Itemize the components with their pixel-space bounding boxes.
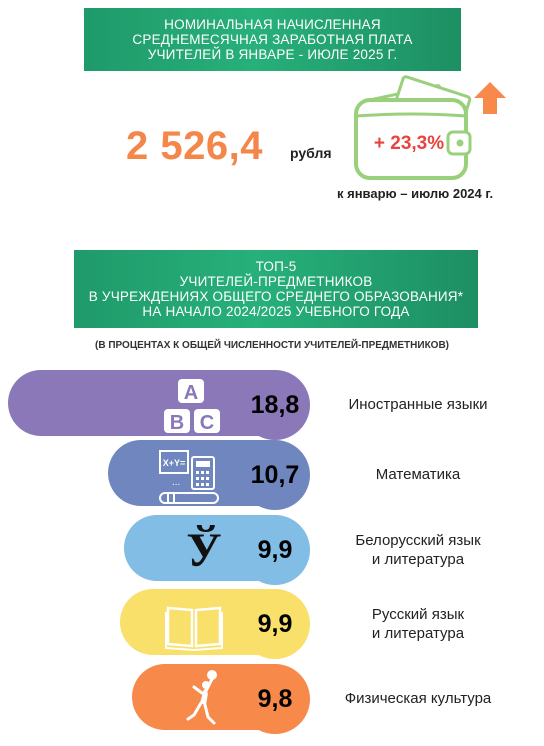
basketball-player-icon xyxy=(172,667,236,731)
subject-label-line: и литература xyxy=(371,551,465,568)
comparison-note: к январю – июлю 2024 г. xyxy=(337,186,494,201)
growth-percent: + 23,3% xyxy=(373,133,445,154)
subject-label xyxy=(318,395,518,414)
top5-title-line: НА НАЧАЛО 2024/2025 УЧЕБНОГО ГОДА xyxy=(142,304,410,319)
subject-label-line: Физическая культура xyxy=(344,690,492,707)
value-circle: 9,9 xyxy=(240,589,310,659)
abc-blocks-icon xyxy=(160,373,224,437)
top5-title-line: УЧИТЕЛЕЙ-ПРЕДМЕТНИКОВ xyxy=(179,274,373,289)
subject-row xyxy=(0,370,544,440)
belarusian-letter-icon: Ў xyxy=(186,523,222,577)
subject-label-line: Иностранные языки xyxy=(348,396,488,413)
subject-row xyxy=(0,664,544,734)
top5-title-line: ТОП-5 xyxy=(255,259,297,274)
subject-label xyxy=(318,689,518,708)
top5-title-banner xyxy=(74,250,478,328)
subject-label xyxy=(318,465,518,484)
value-circle: 9,8 xyxy=(240,664,310,734)
svg-text:C: C xyxy=(199,412,215,434)
salary-value: 2 526,4 xyxy=(126,124,263,168)
subject-row xyxy=(0,515,544,585)
salary-title-line: СРЕДНЕМЕСЯЧНАЯ ЗАРАБОТНАЯ ПЛАТА xyxy=(132,32,413,47)
subject-label-line: Математика xyxy=(375,466,461,483)
top5-subtitle: (В ПРОЦЕНТАХ К ОБЩЕЙ ЧИСЛЕННОСТИ УЧИТЕЛЕЙ-ПРЕДМЕТНИКОВ) xyxy=(94,340,449,351)
svg-text:B: B xyxy=(169,412,185,434)
bar-foreign-languages xyxy=(8,370,276,436)
value-circle: 10,7 xyxy=(240,440,310,510)
subject-label-line: Белорусский язык xyxy=(355,532,481,549)
wallet-icon xyxy=(352,72,512,184)
subject-label xyxy=(318,531,518,569)
svg-text:...: ... xyxy=(172,477,181,488)
svg-text:A: A xyxy=(183,382,199,404)
value-circle: 18,8 xyxy=(240,370,310,440)
subject-label-line: Русский язык xyxy=(371,606,465,623)
subject-label-line: и литература xyxy=(371,625,465,642)
top5-title-line: В УЧРЕЖДЕНИЯХ ОБЩЕГО СРЕДНЕГО ОБРАЗОВАНИЯ* xyxy=(88,289,464,304)
subject-row xyxy=(0,589,544,659)
open-book-icon xyxy=(162,592,226,656)
salary-title-line: УЧИТЕЛЕЙ В ЯНВАРЕ - ИЮЛЕ 2025 Г. xyxy=(147,47,398,62)
subject-label xyxy=(318,605,518,643)
salary-title-banner xyxy=(84,8,461,71)
svg-text:X+Y=: X+Y= xyxy=(162,458,186,468)
salary-title-line: НОМИНАЛЬНАЯ НАЧИСЛЕННАЯ xyxy=(164,17,381,32)
value-circle: 9,9 xyxy=(240,515,310,585)
calculator-icon xyxy=(158,443,222,507)
salary-unit: рубля xyxy=(290,145,332,161)
subject-row xyxy=(0,440,544,510)
